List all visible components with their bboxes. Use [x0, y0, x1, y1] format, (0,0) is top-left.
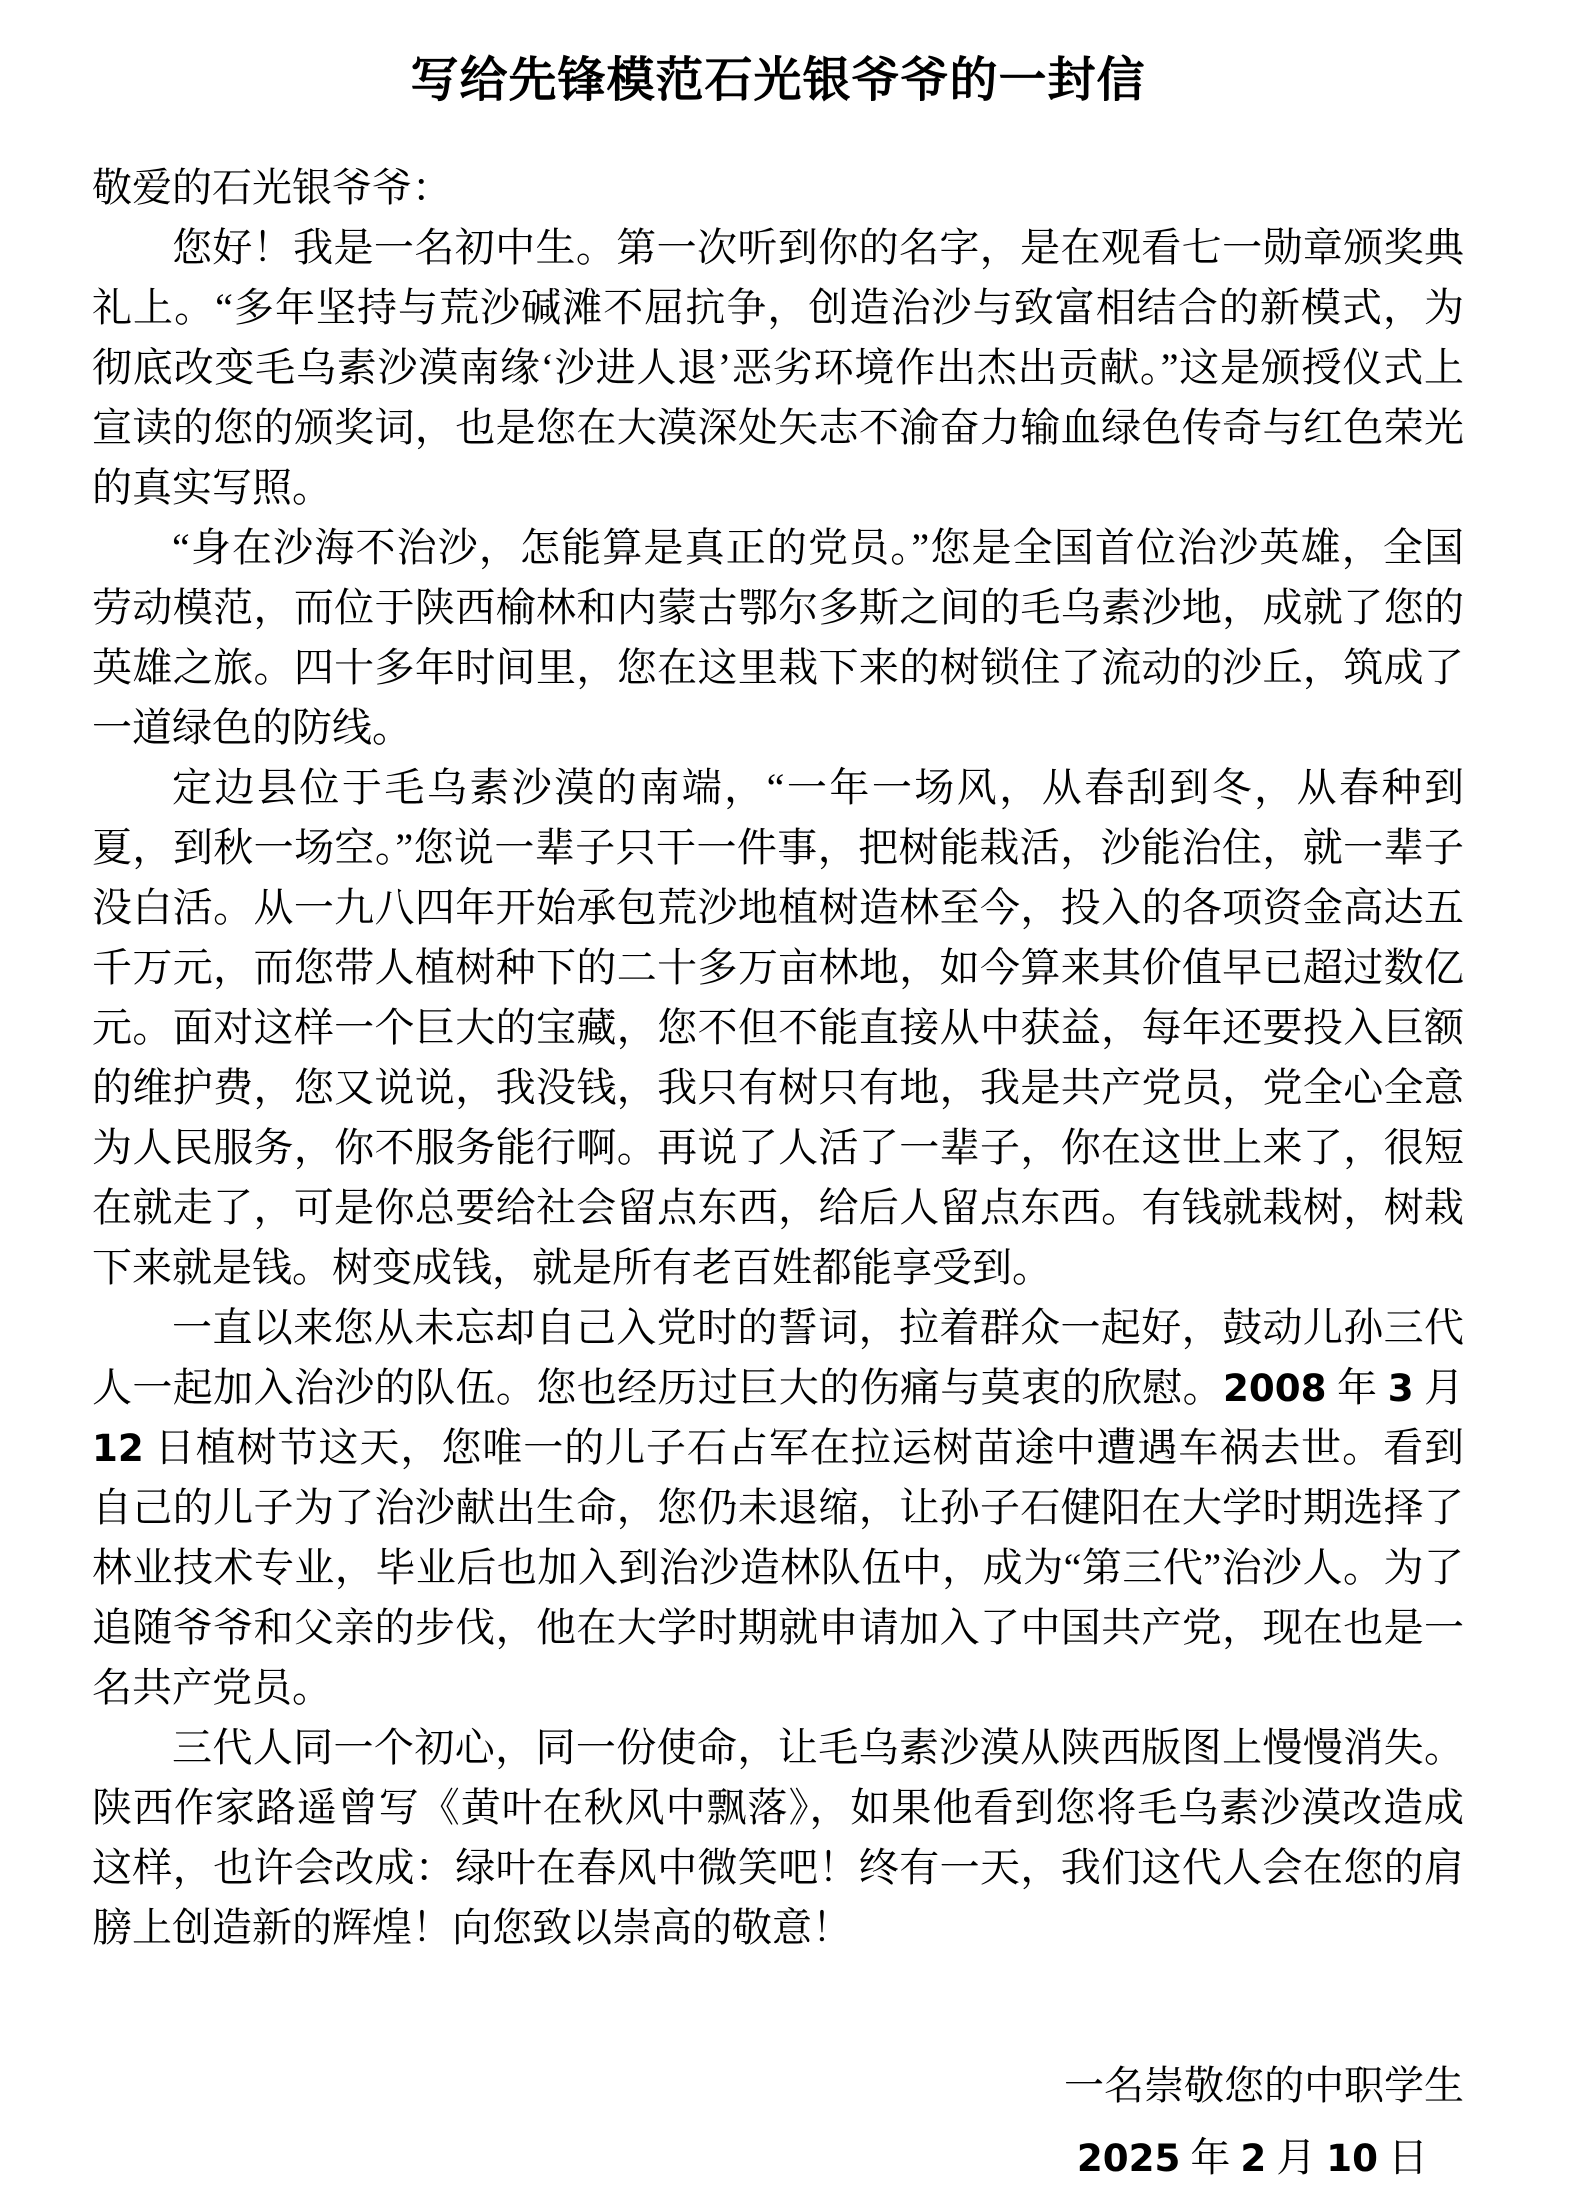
- text: 一直以来您从未忘却自己入党时的誓词，拉着群众一起好，鼓动儿孙三代人一起加入治沙的队伍。您也经历过巨大的伤痛与莫衷的欣慰。: [92, 1304, 1464, 1410]
- bold-text: 12: [92, 1425, 144, 1470]
- text: 月: [1413, 1364, 1465, 1410]
- text: 年: [1180, 2134, 1241, 2180]
- bold-text: 2008: [1223, 1365, 1327, 1410]
- signature-block: [92, 2050, 1464, 2194]
- text: 日: [1378, 2134, 1428, 2180]
- text: 年: [1326, 1364, 1388, 1410]
- letter-paragraph: [92, 218, 1464, 518]
- text: 定边县位于毛乌素沙漠的南端，“一年一场风，从春刮到冬，从春种到夏，到秋一场空。”您说一辈子只干一件事，把树能栽活，沙能治住，就一辈子没白活。从一九八四年开始承包荒沙地植树造林至今，投入的各项资金高达五千万元，而您带人植树种下的二十多万亩林地，如今算来其价值早已超过数亿元。面对这样一个巨大的宝藏，您不但不能直接从中获益，每年还要投入巨额的维护费，您又说说，我没钱，我只有树只有地，我是共产党员，党全心全意为人民服务，你不服务能行啊。再说了人活了一辈子，你在这世上来了，很短在就走了，可是你总要给社会留点东西，给后人留点东西。有钱就栽树，树栽下来就是钱。树变成钱，就是所有老百姓都能享受到。: [92, 764, 1464, 1290]
- bold-text: 10: [1326, 2135, 1378, 2180]
- text: 您好！我是一名初中生。第一次听到你的名字，是在观看七一勋章颁奖典礼上。“多年坚持与荒沙碱滩不屈抗争，创造治沙与致富相结合的新模式，为彻底改变毛乌素沙漠南缘‘沙进人退’恶劣环境作出杰出贡献。”这是颁授仪式上宣读的您的颁奖词，也是您在大漠深处矢志不渝奋力输血绿色传奇与红色荣光的真实写照。: [92, 224, 1464, 510]
- letter-paragraph: [92, 1718, 1464, 1958]
- signature-line: 一名崇敬您的中职学生: [1064, 2062, 1464, 2108]
- text: “身在沙海不治沙，怎能算是真正的党员。”您是全国首位治沙英雄，全国劳动模范，而位于陕西榆林和内蒙古鄂尔多斯之间的毛乌素沙地，成就了您的英雄之旅。四十多年时间里，您在这里栽下来的树锁住了流动的沙丘，筑成了一道绿色的防线。: [92, 524, 1464, 750]
- date-line: [92, 2122, 1464, 2194]
- letter-paragraph: [92, 518, 1464, 758]
- text: 月: [1266, 2134, 1327, 2180]
- letter-paragraph: [92, 758, 1464, 1298]
- bold-text: 3: [1387, 1365, 1414, 1410]
- bold-text: 2: [1240, 2135, 1267, 2180]
- letter-title: 写给先锋模范石光银爷爷的一封信: [410, 54, 1146, 107]
- text: 日植树节这天，您唯一的儿子石占军在拉运树苗途中遭遇车祸去世。看到自己的儿子为了治沙献出生命，您仍未退缩，让孙子石健阳在大学时期选择了林业技术专业，毕业后也加入到治沙造林队伍中，成为“第三代”治沙人。为了追随爷爷和父亲的步伐，他在大学时期就申请加入了中国共产党，现在也是一名共产党员。: [92, 1424, 1464, 1710]
- letter-salutation: 敬爱的石光银爷爷：: [92, 164, 452, 210]
- letter-paragraph: [92, 1298, 1464, 1718]
- bold-text: 2025: [1076, 2135, 1181, 2180]
- letter-body: [92, 218, 1464, 1958]
- text: 三代人同一个初心，同一份使命，让毛乌素沙漠从陕西版图上慢慢消失。陕西作家路遥曾写《黄叶在秋风中飘落》，如果他看到您将毛乌素沙漠改造成这样，也许会改成：绿叶在春风中微笑吧！终有一天，我们这代人会在您的肩膀上创造新的辉煌！向您致以崇高的敬意！: [92, 1724, 1464, 1950]
